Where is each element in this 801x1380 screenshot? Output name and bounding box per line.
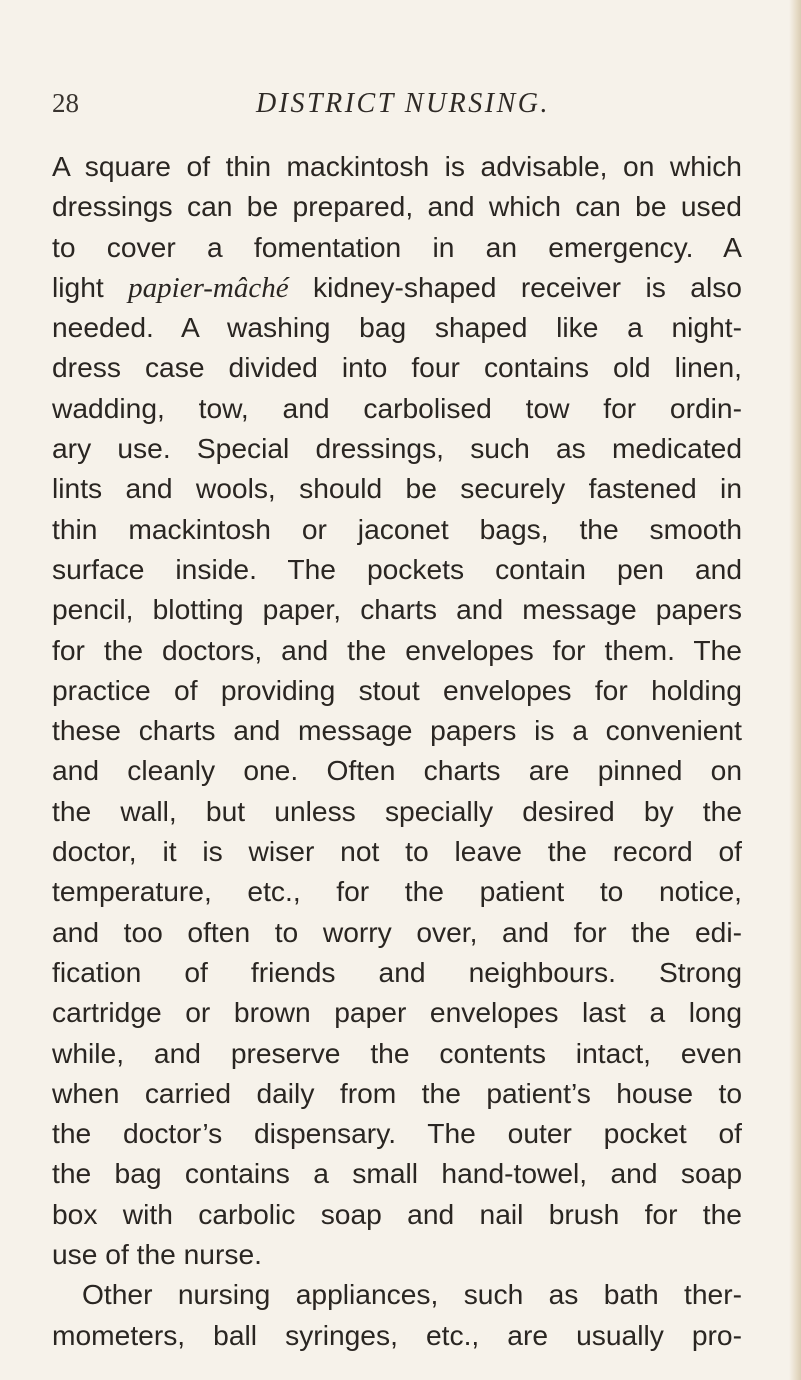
text-line: needed. A washing bag shaped like a night- (52, 311, 742, 344)
text-line: dressings can be prepared, and which can be used (52, 190, 742, 223)
text-line: pencil, blotting paper, charts and message papers (52, 593, 742, 626)
text-line: thin mackintosh or jaconet bags, the smooth (52, 512, 742, 545)
text-line: use of the nurse. (52, 1238, 262, 1271)
text-line: while, and preserve the contents intact, even (52, 1036, 742, 1069)
text-line: ary use. Special dressings, such as medicated (52, 432, 742, 465)
text-line: temperature, etc., for the patient to notice, (52, 875, 742, 908)
text-line: the doctor’s dispensary. The outer pocket of (52, 1117, 742, 1150)
text-line: lints and wools, should be securely fastened in (52, 472, 742, 505)
text-line: and too often to worry over, and for the edi- (52, 915, 742, 948)
page-number: 28 (52, 88, 79, 118)
text-line: Other nursing appliances, such as bath ther- (82, 1278, 742, 1311)
text-line: to cover a fomentation in an emergency. A (52, 230, 742, 263)
text-line: mometers, ball syringes, etc., are usually pro- (52, 1318, 742, 1351)
text-line: cartridge or brown paper envelopes last a long (52, 996, 742, 1029)
text-line: and cleanly one. Often charts are pinned on (52, 754, 742, 787)
text-line: wadding, tow, and carbolised tow for ordin- (52, 391, 742, 424)
text-line: the bag contains a small hand-towel, and soap (52, 1157, 742, 1190)
running-head: DISTRICT NURSING. (256, 88, 551, 119)
text-segment: kidney-shaped receiver is also (288, 270, 742, 303)
text-line: box with carbolic soap and nail brush for the (52, 1197, 742, 1230)
italic-term: papier-mâché (128, 271, 289, 304)
text-line: surface inside. The pockets contain pen and (52, 552, 742, 585)
text-line: fication of friends and neighbours. Strong (52, 955, 742, 988)
text-line: practice of providing stout envelopes for holding (52, 673, 742, 706)
text-line: for the doctors, and the envelopes for them. The (52, 633, 742, 666)
text-line (52, 267, 742, 307)
text-line: these charts and message papers is a convenient (52, 714, 742, 747)
text-segment: light (52, 270, 129, 303)
text-line: when carried daily from the patient’s house to (52, 1076, 742, 1109)
text-line: doctor, it is wiser not to leave the record of (52, 835, 742, 868)
body-text (52, 146, 742, 1355)
page-header (52, 88, 752, 128)
text-line: dress case divided into four contains old linen, (52, 351, 742, 384)
text-line: the wall, but unless specially desired by the (52, 794, 742, 827)
text-line: A square of thin mackintosh is advisable, on which (52, 150, 742, 182)
page-edge (789, 0, 801, 1380)
